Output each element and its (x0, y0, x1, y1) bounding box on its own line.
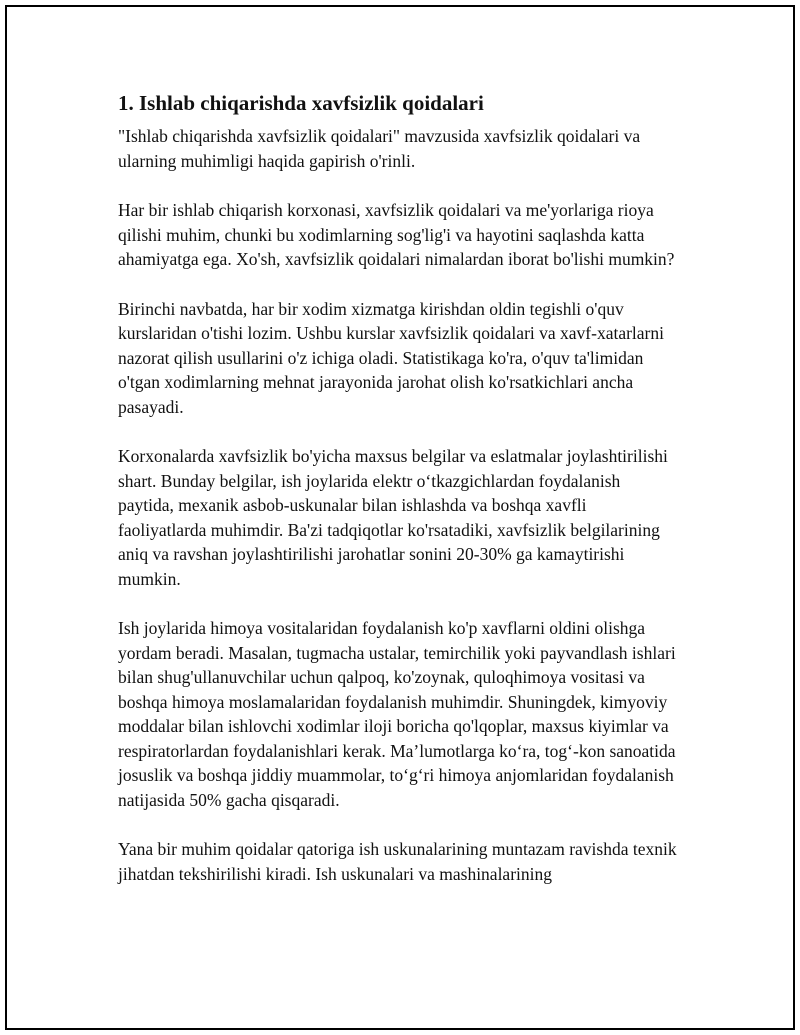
paragraph-protective-equipment: Ish joylarida himoya vositalaridan foydalanish ko'p xavflarni oldini olishga yordam beradi. Masalan, tugmacha ustalar, temirchilik yoki payvandlash ishlari bilan shug'ullanuvchilar uchun qalpoq, ko'zoynak, quloqhimoya vositasi va boshqa himoya moslamalaridan foydalanish muhimdir. Shuningdek, kimyoviy moddalar bilan ishlovchi xodimlar iloji boricha qo'lqoplar, maxsus kiyimlar va respiratorlardan foydalanishlari kerak. Ma’lumotlarga ko‘ra, tog‘-kon sanoatida josuslik va boshqa jiddiy muammolar, to‘g‘ri himoya anjomlaridan foydalanish natijasida 50% gacha qisqaradi. (118, 618, 676, 810)
paragraph-importance: Har bir ishlab chiqarish korxonasi, xavfsizlik qoidalari va me'yorlariga rioya qilishi muhim, chunki bu xodimlarning sog'lig'i va hayotini saqlashda katta ahamiyatga ega. Xo'sh, xavfsizlik qoidalari nimalardan iborat bo'lishi mumkin? (118, 200, 675, 269)
paragraph-signs: Korxonalarda xavfsizlik bo'yicha maxsus belgilar va eslatmalar joylashtirilishi shart. Bunday belgilar, ish joylarida elektr o‘tkazgichlardan foydalanish paytida, mexanik asbob-uskunalar bilan ishlashda va boshqa xavfli faoliyatlarda muhimdir. Ba'zi tadqiqotlar ko'rsatadiki, xavfsizlik belgilarining aniq va ravshan joylashtirilishi jarohatlar sonini 20-30% ga kamaytirishi mumkin. (118, 446, 668, 589)
paragraph-equipment-inspection: Yana bir muhim qoidalar qatoriga ish uskunalarining muntazam ravishda texnik jihatdan tekshirilishi kiradi. Ish uskunalari va mashinalarining (118, 839, 677, 884)
paragraph-intro: "Ishlab chiqarishda xavfsizlik qoidalari" mavzusida xavfsizlik qoidalari va ularning muhimligi haqida gapirish o'rinli. (118, 126, 641, 171)
document-body (118, 90, 678, 911)
section-heading: 1. Ishlab chiqarishda xavfsizlik qoidalari (118, 91, 484, 115)
paragraph-training: Birinchi navbatda, har bir xodim xizmatga kirishdan oldin tegishli o'quv kurslaridan o'tishi lozim. Ushbu kurslar xavfsizlik qoidalari va xavf-xatarlarni nazorat qilish usullarini o'z ichiga oladi. Statistikaga ko'ra, o'quv ta'limidan o'tgan xodimlarning mehnat jarayonida jarohat olish ko'rsatkichlari ancha pasayadi. (118, 298, 664, 417)
